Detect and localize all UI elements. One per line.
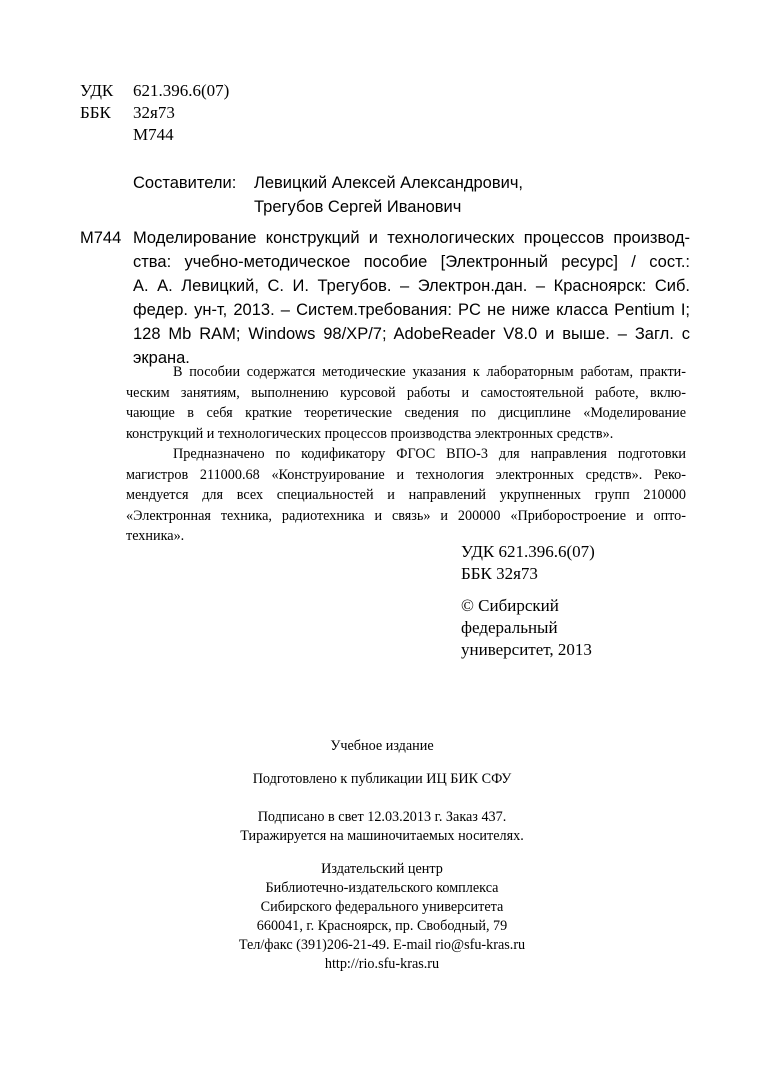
abstract-line: техника». <box>126 528 185 544</box>
bib-line: 128 Mb RAM; Windows 98/XP/7; AdobeReader V8.0 и выше. – Загл. с <box>133 325 690 343</box>
compilers-label: Составители: <box>133 174 237 192</box>
publisher-line: Издательский центр <box>321 861 443 877</box>
abstract-line: чающие в себя краткие теоретические сведения по дисциплине «Моделирование <box>126 405 686 421</box>
abstract-line: конструкций и технологических процессов производства электронных средств». <box>126 425 614 442</box>
bib-line: экрана. <box>133 349 190 367</box>
bib-code: М744 <box>80 229 122 247</box>
copyright-line-2: федеральный <box>461 618 558 637</box>
compiler-name-1: Левицкий Алексей Александрович, <box>254 174 524 192</box>
copyright-line-3: университет, 2013 <box>461 640 592 659</box>
edition-type-text: Учебное издание <box>330 738 434 754</box>
bib-line: ства: учебно-методическое пособие [Электронный ресурс] / сост.: <box>133 253 690 271</box>
publisher-info <box>0 860 764 974</box>
compiler-name-2: Трегубов Сергей Иванович <box>254 198 462 216</box>
publisher-contact-line: Тел/факс (391)206-21-49. E-mail rio@sfu-kras.ru <box>238 937 526 953</box>
bbk-line <box>80 102 175 123</box>
abstract-line: ческим занятиям, выполнению курсовой работы и самостоятельной работе, вклю- <box>126 384 686 401</box>
bbk-value: 32я73 <box>133 103 175 122</box>
bib-line: А. А. Левицкий, С. И. Трегубов. – Электрон.дан. – Красноярск: Сиб. <box>133 277 690 295</box>
publisher-line: Сибирского федерального университета <box>260 899 504 915</box>
publisher-line: 660041, г. Красноярск, пр. Свободный, 79 <box>256 918 508 934</box>
right-udk: УДК 621.396.6(07) <box>461 542 595 561</box>
bbk-label: ББК <box>80 103 111 122</box>
abstract-line: Предназначено по кодификатору ФГОС ВПО-3 для направления подготовки <box>173 446 686 462</box>
udk-line <box>80 80 229 101</box>
signed-note <box>0 808 764 846</box>
right-bbk: ББК 32я73 <box>461 564 538 583</box>
author-mark: М744 <box>133 125 174 144</box>
abstract-line: мендуется для всех специальностей и направлений укрупненных групп 210000 <box>126 487 686 503</box>
edition-type <box>0 737 764 756</box>
prepared-text: Подготовлено к публикации ИЦ БИК СФУ <box>252 771 512 787</box>
bib-line: Моделирование конструкций и технологических процессов производ- <box>133 229 690 247</box>
udk-value: 621.396.6(07) <box>133 81 230 100</box>
bibliographic-description <box>133 226 690 370</box>
signed-line: Тиражируется на машиночитаемых носителях. <box>240 828 524 844</box>
signed-line: Подписано в свет 12.03.2013 г. Заказ 437. <box>257 809 507 825</box>
udk-label: УДК <box>80 81 114 100</box>
abstract <box>126 362 686 547</box>
copyright-line-1: © Сибирский <box>461 596 559 615</box>
abstract-line: В пособии содержатся методические указания к лабораторным работам, практи- <box>173 364 686 380</box>
abstract-line: магистров 211000.68 «Конструирование и технология электронных средств». Реко- <box>126 466 686 483</box>
publisher-line: Библиотечно-издательского комплекса <box>265 880 499 896</box>
bib-line: федер. ун-т, 2013. – Систем.требования: PC не ниже класса Pentium I; <box>133 301 690 319</box>
prepared-note <box>0 770 764 789</box>
abstract-line: «Электронная техника, радиотехника и связь» и 200000 «Приборостроение и опто- <box>126 507 686 524</box>
publisher-website: http://rio.sfu-kras.ru <box>324 956 440 972</box>
